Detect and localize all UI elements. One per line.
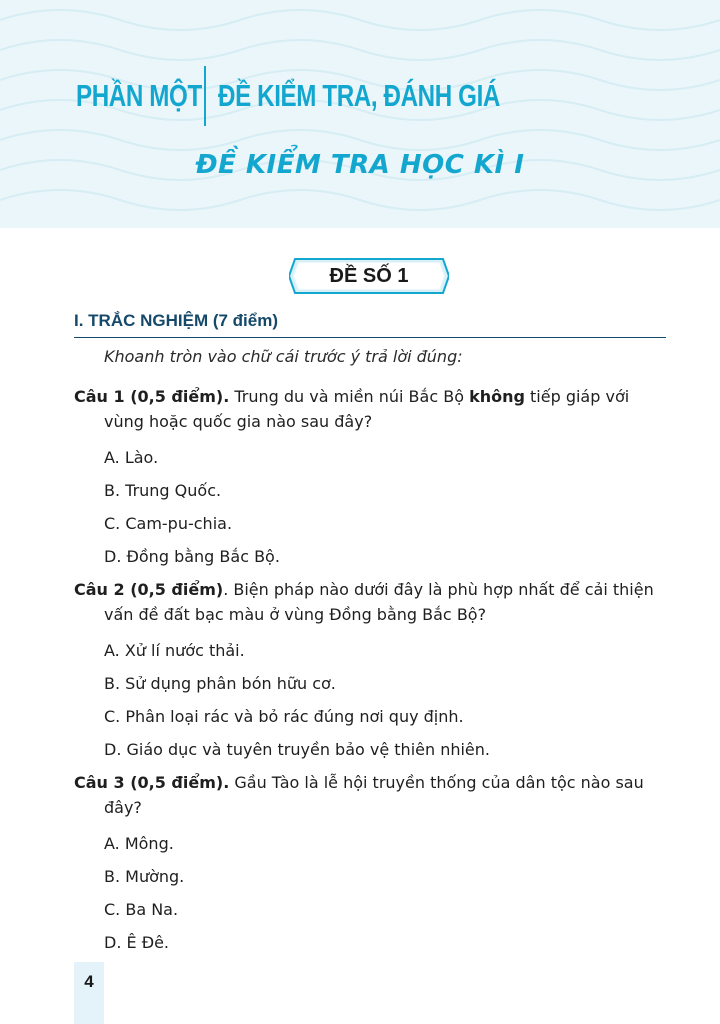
question-2-option-c: C. Phân loại rác và bỏ rác đúng nơi quy định.: [104, 707, 464, 726]
question-3-option-d: D. Ê Đê.: [104, 933, 170, 952]
question-1: [74, 384, 666, 569]
question-2-option-b: B. Sử dụng phân bón hữu cơ.: [104, 674, 336, 693]
question-1-option-b: B. Trung Quốc.: [104, 481, 222, 500]
question-3: [74, 770, 666, 955]
part-header: [76, 66, 580, 126]
question-1-emphasis: không: [469, 387, 525, 406]
part-label: PHẦN MỘT: [76, 78, 202, 113]
question-1-label: Câu 1 (0,5 điểm).: [74, 387, 230, 406]
question-1-text-after: tiếp giáp với vùng hoặc quốc gia nào sau đây?: [104, 387, 630, 431]
question-1-option-a: A. Lào.: [104, 448, 159, 467]
question-1-option-c: C. Cam-pu-chia.: [104, 514, 233, 533]
exam-badge: [289, 255, 449, 297]
part-subtitle: ĐỀ KIỂM TRA, ĐÁNH GIÁ: [218, 78, 500, 113]
question-3-option-b: B. Mường.: [104, 867, 185, 886]
instruction: Khoanh tròn vào chữ cái trước ý trả lời đúng:: [104, 347, 463, 366]
question-1-option-d: D. Đồng bằng Bắc Bộ.: [104, 547, 280, 566]
question-3-option-a: A. Mông.: [104, 834, 174, 853]
part-divider: [204, 66, 206, 126]
page-number: 4: [84, 972, 94, 991]
question-3-label: Câu 3 (0,5 điểm).: [74, 773, 230, 792]
section-title: ĐỀ KIỂM TRA HỌC KÌ I: [195, 150, 525, 180]
question-2-option-d: D. Giáo dục và tuyên truyền bảo vệ thiên nhiên.: [104, 740, 490, 759]
question-2-text: [74, 577, 666, 627]
exam-badge-label: ĐỀ SỐ 1: [329, 265, 409, 287]
question-2-body: . Biện pháp nào dưới đây là phù hợp nhất để cải thiện vấn đề đất bạc màu ở vùng Đồng bằng Bắc Bộ?: [104, 580, 654, 624]
question-1-text-before: Trung du và miền núi Bắc Bộ: [229, 387, 470, 406]
part1-heading: I. TRẮC NGHIỆM (7 điểm): [74, 311, 279, 330]
question-2: [74, 577, 666, 762]
question-content: [74, 344, 666, 963]
question-3-body: Gầu Tào là lễ hội truyền thống của dân tộc nào sau đây?: [104, 773, 644, 817]
question-3-text: [74, 770, 666, 820]
question-3-option-c: C. Ba Na.: [104, 900, 179, 919]
question-2-option-a: A. Xử lí nước thải.: [104, 641, 245, 660]
question-1-text: [74, 384, 666, 434]
part1-rule: [74, 337, 666, 338]
question-2-label: Câu 2 (0,5 điểm): [74, 580, 224, 599]
